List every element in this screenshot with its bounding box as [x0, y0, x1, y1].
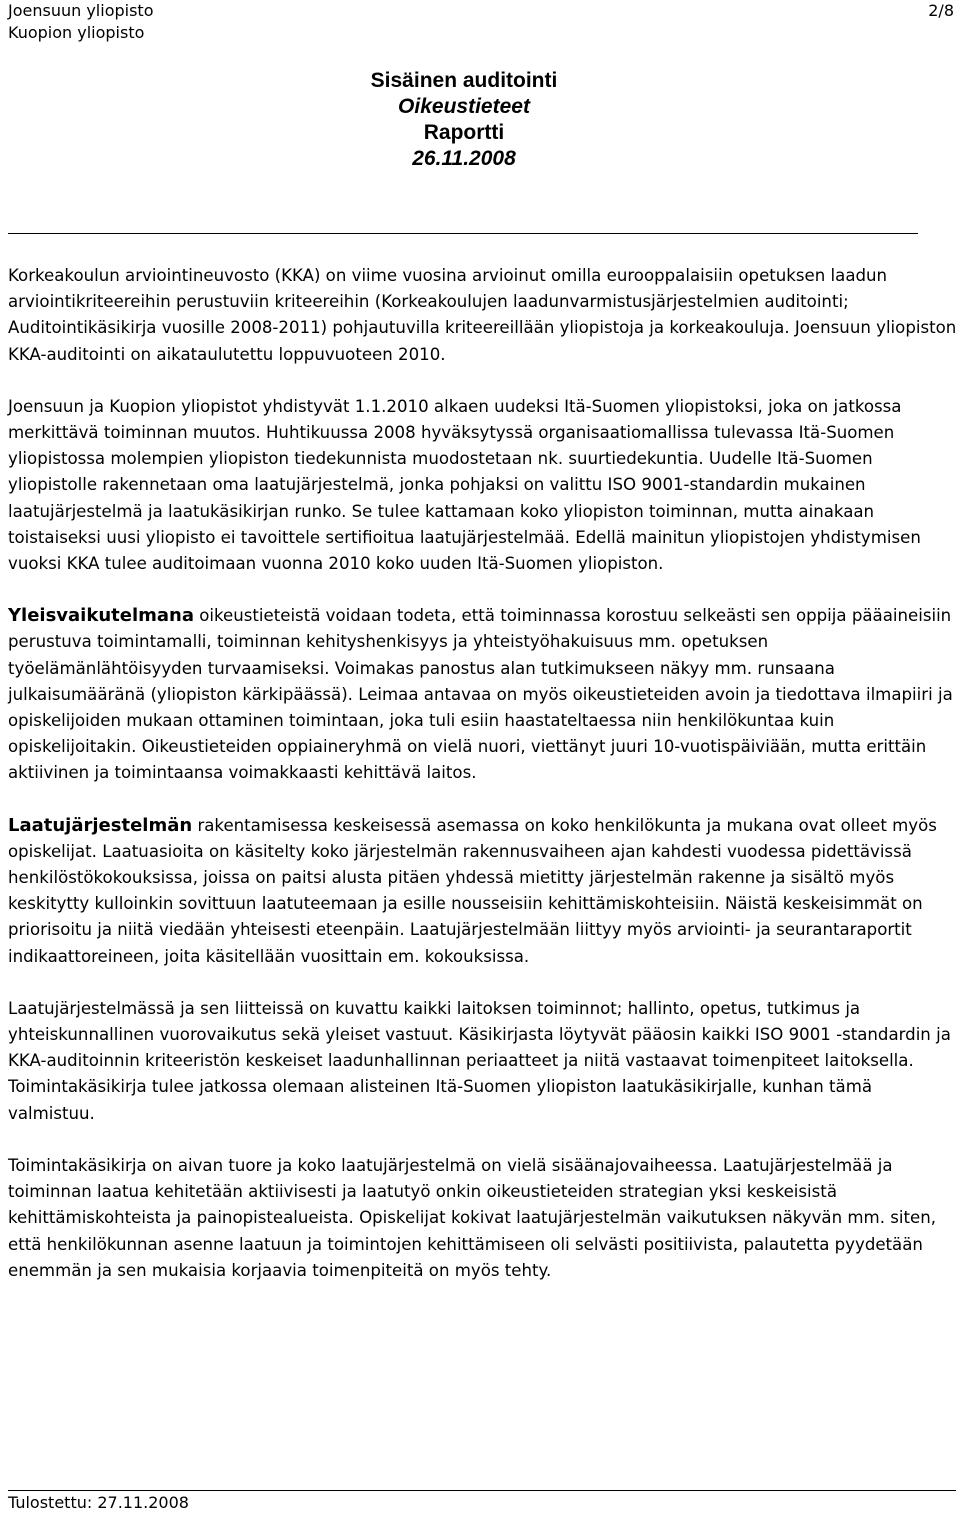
footer-divider: [8, 1490, 956, 1491]
title-line-subject: Oikeustieteet: [398, 95, 530, 118]
document-body: [8, 263, 958, 1310]
footer-printed-date: Tulostettu: 27.11.2008: [8, 1493, 189, 1512]
paragraph-text-quality-system: rakentamisessa keskeisessä asemassa on koko henkilökunta ja mukana ovat olleet myös opiskelijat. Laatuasioita on käsitelty koko järjestelmän rakennusvaiheen ajan kahdesti vuodessa pidettävissä henkilöstökokouksissa, joissa on paitsi alusta pitäen yhdessä mietitty järjestelmän rakenne ja sisältö myös keskitytty kulloinkin sovittuun laatuteemaan ja esille nousseisiin kehittämiskohteisiin. Näistä keskeisimmät on priorisoitu ja niitä viedään yhteisesti eteenpäin. Laatujärjestelmään liittyy myös arviointi- ja seurantaraportit indikaattoreineen, joita käsitellään vuosittain em. kokouksissa.: [8, 815, 937, 966]
paragraph-lead-quality-system: Laatujärjestelmän: [8, 814, 193, 836]
title-line-audit: Sisäinen auditointi: [370, 69, 558, 92]
header-institution-joensuu: Joensuun yliopisto: [8, 1, 154, 20]
header-institution-kuopio: Kuopion yliopisto: [8, 23, 145, 42]
paragraph-kka: Korkeakoulun arviointineuvosto (KKA) on viime vuosina arvioinut omilla eurooppalaisiin opetuksen laadun arviointikriteereihin perustuviin kriteereihin (Korkeakoulujen laadunvarmistusjärjestelmien auditointi; Auditointikäsikirja vuosille 2008-2011) pohjautuvilla kriteereillään yliopistoja ja korkeakouluja. Joensuun yliopiston KKA-auditointi on aikataulutettu loppuvuoteen 2010.: [8, 266, 957, 364]
paragraph-text-general-impression: oikeustieteistä voidaan todeta, että toiminnassa korostuu selkeästi sen oppija pääaineisiin perustuva toimintamalli, toiminnan kehityshenkisyys ja yhteistyöhakuisuus mm. opetuksen työelämänlähtöisyyden turvaamiseksi. Voimakas panostus alan tutkimukseen näkyy mm. runsaana julkaisumääränä (yliopiston kärkipäässä). Leimaa antavaa on myös oikeustieteiden avoin ja tiedottava ilmapiiri ja opiskelijoiden mukaan ottaminen toimintaan, joka tuli esiin haastateltaessa niin henkilökuntaa kuin opiskelijoitakin. Oikeustieteiden oppiaineryhmä on vielä nuori, viettänyt juuri 10-vuotispäiviään, mutta erittäin aktiivinen ja toimintaansa voimakkaasti kehittävä laitos.: [8, 606, 953, 783]
title-divider: [8, 233, 918, 234]
title-line-date: 26.11.2008: [412, 147, 516, 170]
paragraph-quality-system: [8, 813, 958, 970]
paragraph-handbook: Toimintakäsikirja on aivan tuore ja koko laatujärjestelmä on vielä sisäänajovaiheessa. Laatujärjestelmää ja toiminnan laatua kehitetään aktiivisesti ja laatutyö onkin oikeustieteiden strategian yksi keskeisistä kehittämiskohteista ja painopistealueista. Opiskelijat kokivat laatujärjestelmän vaikutuksen näkyvän mm. siten, että henkilökunnan asenne laatuun ja toimintojen kehittämiseen oli selvästi positiivista, palautetta pyydetään enemmän ja sen mukaisia korjaavia toimenpiteitä on myös tehty.: [8, 1155, 937, 1280]
header-institutions: [8, 0, 153, 44]
page-number: 2/8: [928, 1, 954, 20]
paragraph-lead-general-impression: Yleisvaikutelmana: [8, 605, 194, 627]
paragraph-general-impression: [8, 603, 958, 786]
document-title: [0, 68, 928, 172]
paragraph-merger: Joensuun ja Kuopion yliopistot yhdistyvät 1.1.2010 alkaen uudeksi Itä-Suomen yliopistoksi, joka on jatkossa merkittävä toiminnan muutos. Huhtikuussa 2008 hyväksytyssä organisaatiomallissa tulevassa Itä-Suomen yliopistossa molempien yliopiston tiedekunnista muodostetaan nk. suurtiedekuntia. Uudelle Itä-Suomen yliopistolle rakennetaan oma laatujärjestelmä, jonka pohjaksi on valittu ISO 9001-standardin mukainen laatujärjestelmä ja laatukäsikirjan runko. Se tulee kattamaan koko yliopiston toiminnan, mutta ainakaan toistaiseksi uusi yliopisto ei tavoittele sertifioitua laatujärjestelmää. Edellä mainitun yliopistojen yhdistymisen vuoksi KKA tulee auditoimaan vuonna 2010 koko uuden Itä-Suomen yliopiston.: [8, 396, 921, 574]
paragraph-quality-documents: Laatujärjestelmässä ja sen liitteissä on kuvattu kaikki laitoksen toiminnot; hallinto, opetus, tutkimus ja yhteiskunnallinen vuorovaikutus sekä yleiset vastuut. Käsikirjasta löytyvät pääosin kaikki ISO 9001 -standardin ja KKA-auditoinnin kriteeristön keskeiset laadunhallinnan periaatteet ja niitä vastaavat toimenpiteet laitoksella. Toimintakäsikirja tulee jatkossa olemaan alisteinen Itä-Suomen yliopiston laatukäsikirjalle, kunhan tämä valmistuu.: [8, 998, 951, 1123]
title-line-report: Raportti: [423, 121, 505, 144]
